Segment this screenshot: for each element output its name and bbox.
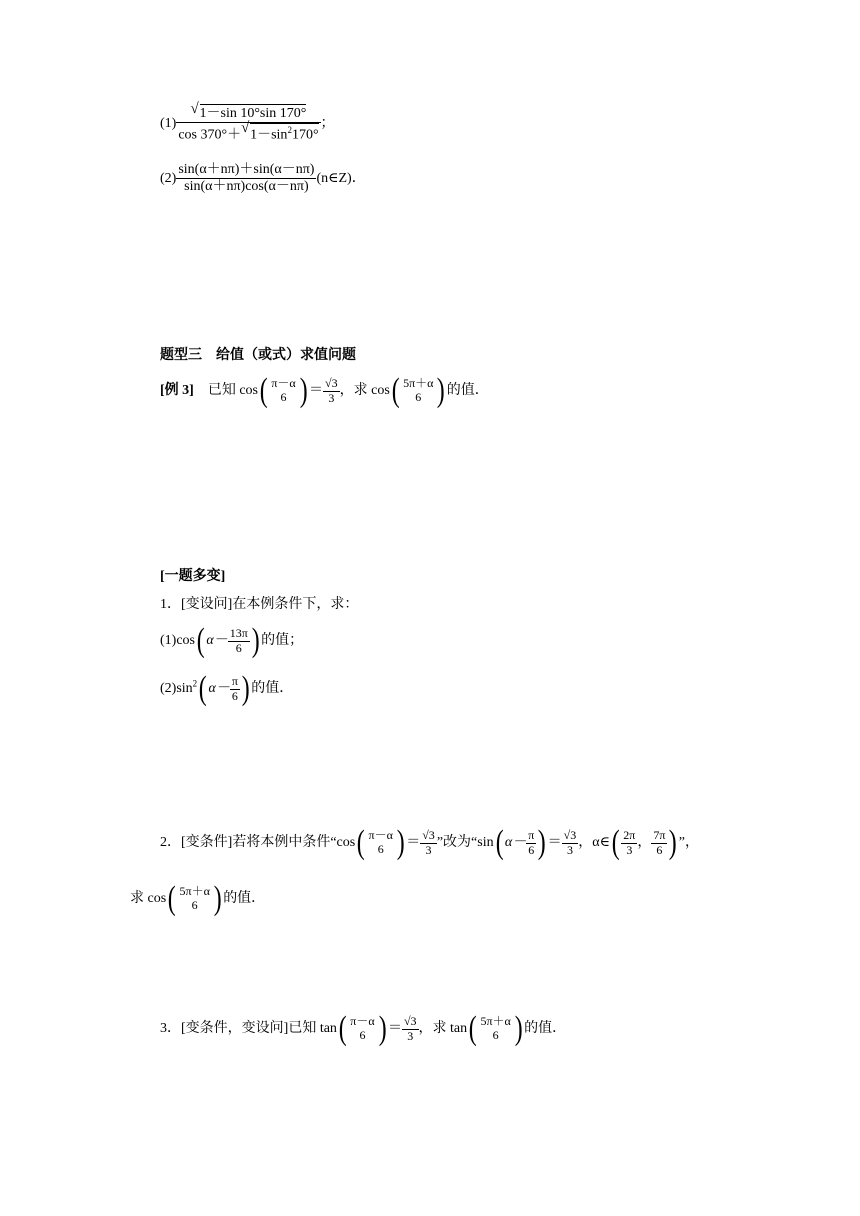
part-label: (2) <box>160 170 177 186</box>
example-3: [例 3] 已知 cos( π－α 6 ) ＝ $\frac{√3}{3}$ ，求 cos( 5π＋α 6 ) 的值． <box>160 372 489 409</box>
num: √3 <box>422 827 435 842</box>
intro: 3．[变条件，变设问]已知 tan <box>160 1021 337 1037</box>
fraction <box>176 162 316 195</box>
text: ，求 cos <box>339 383 390 399</box>
part-label: (1) <box>160 116 177 132</box>
fraction <box>176 101 320 144</box>
den: 6 <box>191 898 198 912</box>
sqrt: √ $1-\sin^2170^\circ$ <box>241 120 319 143</box>
numerator: 1－sin 10°sin 170° <box>199 106 307 121</box>
value-fraction <box>562 829 579 858</box>
den: 3 <box>621 843 637 858</box>
section-heading: 题型三 给值（或式）求值问题 <box>160 348 356 363</box>
variant-1-intro: 1．[变设问]在本例条件下，求： <box>160 597 359 612</box>
superscript: 2 <box>287 125 292 136</box>
fraction <box>526 829 536 858</box>
fraction <box>651 829 667 858</box>
after: ＋α <box>191 884 210 899</box>
arg-after: ＋α <box>415 376 434 391</box>
num: π <box>231 673 238 688</box>
sqrt: √ 1－sin 10°sin 170° <box>190 101 307 121</box>
variants-heading: [一题多变] <box>160 569 226 584</box>
den: 3 <box>402 1029 419 1044</box>
equals: ＝ <box>387 1021 402 1037</box>
value-fraction <box>420 829 437 858</box>
tail: 的值； <box>261 633 304 649</box>
value-fraction <box>323 377 340 406</box>
tail: 的值． <box>251 681 294 697</box>
den: 6 <box>651 843 667 858</box>
num: π <box>528 827 535 842</box>
num: √3 <box>563 827 577 842</box>
argument-fraction <box>269 377 297 405</box>
num: π <box>350 1014 357 1029</box>
problem-part-2 <box>160 162 366 195</box>
tail: ； <box>320 116 335 132</box>
den: 3 <box>420 843 437 858</box>
num: π <box>368 828 375 843</box>
superscript: 2 <box>192 678 198 689</box>
denominator-a: cos 370°＋ <box>178 127 242 143</box>
tail: 的值． <box>223 891 266 907</box>
argument-fraction <box>401 377 435 405</box>
val-num: √3 <box>325 375 338 390</box>
den: 6 <box>359 1028 366 1042</box>
den-b-pre: 1－sin <box>250 127 288 143</box>
num: 5π <box>480 1014 493 1029</box>
tail: (n∈Z)． <box>316 170 366 186</box>
value-fraction <box>402 1015 419 1044</box>
den: 6 <box>492 1028 499 1042</box>
text: 的值． <box>446 383 489 399</box>
den: 6 <box>526 843 536 858</box>
after: －α <box>374 828 393 843</box>
arg-num: π <box>271 376 278 391</box>
after: ＋α <box>492 1014 511 1029</box>
part-label: (1)cos <box>160 633 195 649</box>
den: 6 <box>377 842 384 856</box>
fraction <box>228 627 250 656</box>
den-b-post: 170° <box>291 127 319 143</box>
num: 13π <box>229 625 248 640</box>
num: 7π <box>653 827 666 842</box>
intro: 2．[变条件]若将本例中条件“cos <box>160 835 356 851</box>
fraction <box>367 829 395 857</box>
variant-2-line-2: 求 cos( 5π＋α 6 ) 的值． <box>130 880 266 917</box>
equals: ＝ <box>406 835 421 851</box>
num: 2π <box>623 827 636 842</box>
val-den: 3 <box>323 391 340 406</box>
alpha: α－ <box>208 681 230 697</box>
fraction <box>178 885 212 913</box>
den: 3 <box>562 843 579 858</box>
alpha-in: ，α∈ <box>578 835 610 851</box>
text: 已知 cos <box>207 383 258 399</box>
mid: ”改为“sin <box>436 835 494 851</box>
numerator: sin(α＋nπ)＋sin(α－nπ) <box>178 162 315 177</box>
pre: 求 cos <box>130 891 167 907</box>
equals: ＝ <box>309 383 324 399</box>
den: 6 <box>230 689 240 704</box>
after: －α <box>356 1014 375 1029</box>
variant-1-part-2: $(2)\sin^2$( α－ $\frac{\pi}{6}$ ) 的值． <box>160 670 294 707</box>
fraction <box>478 1015 512 1043</box>
num: √3 <box>403 1013 417 1028</box>
arg-num: 5π <box>403 376 416 391</box>
variant-3: 3．[变条件，变设问]已知 tan( π－α 6 ) ＝ $\frac{√3}{3}$ ，求 tan( 5π＋α 6 ) 的值． <box>160 1010 567 1047</box>
fraction <box>230 675 240 704</box>
den: 6 <box>228 641 250 656</box>
part-label: (2)sin <box>160 681 193 697</box>
close: ”， <box>678 835 699 851</box>
variant-2-line-1: 2．[变条件]若将本例中条件“cos( π－α 6 ) ＝ $\frac{√3}{3}$ ”改为“sin( α－ $\frac{\pi}{6}$ ) ＝ $\frac{√3}{3}$ ，α∈( $\frac{2\pi}{3}$ ， $\frac{7\pi}{6}$ ) ”， <box>160 824 699 861</box>
alpha: α－ <box>206 633 228 649</box>
tail: 的值． <box>524 1021 567 1037</box>
arg-den: 6 <box>280 390 287 404</box>
denominator: sin(α＋nπ)cos(α－nπ) <box>176 178 316 195</box>
equals: ＝ <box>547 835 562 851</box>
problem-part-1 <box>160 101 335 144</box>
example-label: [例 3] <box>160 383 194 399</box>
variant-1-part-1: (1)cos( α－ $\frac{13\pi}{6}$ ) 的值； <box>160 622 304 659</box>
arg-after: －α <box>277 376 296 391</box>
mid: ，求 tan <box>418 1021 468 1037</box>
fraction <box>348 1015 376 1043</box>
arg-den: 6 <box>415 390 422 404</box>
fraction <box>621 829 637 858</box>
num: 5π <box>179 884 192 899</box>
alpha: α－ <box>504 835 527 851</box>
comma: ， <box>637 835 652 851</box>
